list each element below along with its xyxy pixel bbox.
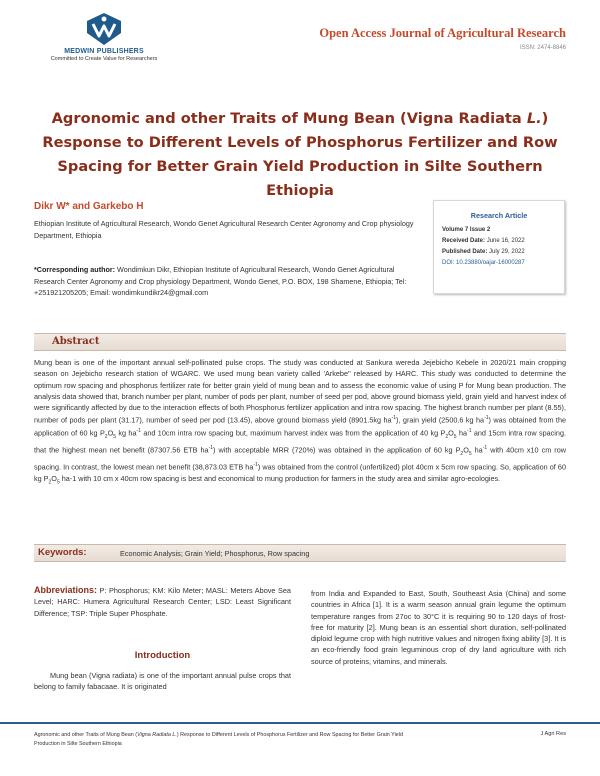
article-title (40, 107, 560, 203)
article-type: Research Article (470, 211, 528, 220)
publisher-name: MEDWIN PUBLISHERS (64, 48, 144, 55)
footer-cite-a: Agronomic and other Traits of Mung Bean ( (34, 732, 138, 738)
abstract-sup: -1 (482, 445, 488, 452)
abstract-part: O (463, 445, 469, 455)
published-value: July 29, 2022 (487, 249, 525, 255)
abstract-part: and 15cm intra row spacing. that the highest mean net benefit (87307.56 ETB ha (34, 428, 567, 455)
abstract-part: O (107, 428, 114, 438)
introduction-left-text: Mung bean (Vigna radiata) is one of the important annual pulse crops that belong to family fabacaae. It is originated (34, 671, 291, 692)
abstract-sub: 2 (104, 434, 108, 441)
introduction-right-text: from India and Expanded to East, South, Southeast Asia (China) and some countries in Africa [1]. It is a warm season annual grain legume the optimum temperature ranges from 27oc to 30°C it is requiring 90 to 120 days of frost-free for maturity [2]. Mung bean is an essential short duration, self-pollinated diploid legume crop with high nutritive values and nitrogen fixing ability [3]. It is an eco-friendly food grain leguminous crop of dry land agriculture with rich source of proteins, vitamins, and minerals. (311, 589, 566, 666)
volume-issue (442, 227, 556, 233)
received-value: June 16, 2022 (485, 238, 525, 244)
abstract-part: O (51, 474, 57, 484)
abbreviations (34, 585, 291, 619)
abstract-sub: 2 (445, 434, 449, 441)
footer-divider (0, 722, 600, 724)
footer-cite-b: ) Response to Different Levels of Phosphorus Fertilizer and Row Spacing for Better Grain Yield Production in Silte Southern Ethiopia (34, 732, 403, 747)
abstract-sub: 5 (468, 451, 472, 458)
volume-text: Volume 7 Issue 2 (442, 227, 491, 233)
received-label: Received Date: (442, 238, 486, 244)
footer-journal: J Agri Res (540, 731, 566, 737)
medwin-logo-icon (84, 12, 124, 46)
keywords-label: Keywords: (38, 547, 87, 558)
abstract-sub: 5 (56, 479, 60, 486)
published-label: Published Date: (442, 249, 488, 255)
publisher-logo (34, 12, 174, 72)
journal-block (319, 26, 566, 51)
affiliation: Ethiopian Institute of Agricultural Research, Wondo Genet Agricultural Research Center Agronomy and Crop physiology Department, Ethiopia (34, 219, 414, 240)
abbreviations-label: Abbreviations: (34, 585, 98, 595)
abstract-part: ) with acceptable MRR (720%) was obtained in the application of 60 kg P (213, 445, 461, 455)
abstract-part: and 10cm intra row spacing but, maximum harvest index was from the application of 40 kg P (140, 428, 446, 438)
title-line1-italic: L. (526, 110, 542, 127)
abstract-sub: 2 (460, 451, 464, 458)
title-line3: Spacing for Better Grain Yield Production in Silte Southern Ethiopia (57, 158, 543, 199)
keywords-value: Economic Analysis; Grain Yield; Phosphorus, Row spacing (120, 549, 310, 558)
keywords-bar (34, 544, 566, 562)
abstract-part: ha (456, 428, 468, 438)
introduction-heading: Introduction (134, 650, 191, 661)
abstract-sup: -1 (391, 415, 397, 422)
abstract-sup: -1 (467, 428, 472, 435)
publisher-tagline: Committed to Create Value for Researchers (50, 56, 158, 62)
abstract-part: ), grain yield (2500.6 kg ha (396, 415, 485, 425)
abstract-part: Mung bean is one of the important annual self-pollinated pulse crops. The study was conducted at Sankura wereda Jejebicho Kebele in 2020/21 main cropping season on Jejebicho research station of WGARC. We used mung bean variety called 'Arkebe'' released by HARC. This study was conducted to determine the optimum row spacing and phosphorus fertilizer rate for better grain yield of mung bean and to assess the economic value of using P for Mung bean production. The analysis data showed that, branch number per plant, number of pods per plant, number of seed per pod, above ground biomass yield, grain yield and harvest index of were significantly affected by due to the interaction effects of both Phosphorus fertilizer application and intra row spacing. The highest branch number per plant (8.55), number of pods per plant (31.17), number of seed per pod (13.45), above ground biomass yield (8901.5kg ha (34, 358, 566, 425)
published-date (442, 249, 556, 255)
abstract-part: ha-1 with 10 cm x 40cm row spacing is best and economical to mung production for farmers in the study area and similar agro-ecologies. (59, 474, 501, 484)
abstract-sub: 2 (48, 479, 52, 486)
abstract-sub: 5 (113, 434, 116, 441)
journal-name[interactable]: Open Access Journal of Agricultural Research (319, 26, 566, 40)
title-line1-a: Agronomic and other Traits of Mung Bean (Vigna Radiata (51, 110, 527, 127)
page-header (0, 0, 600, 80)
abstract-part: ) was obtained from the control (unfertilized) plot 40cm x 5cm row spacing. So, application of 60 kg P (34, 462, 566, 484)
abstract-part: O (448, 428, 454, 438)
title-line1-b: ) (541, 110, 549, 127)
abstract-part: with 40cm x10 cm row spacing. In contrast, the lowest mean net benefit (38,873.03 ETB ha (34, 445, 566, 472)
abstract-heading-bar (34, 333, 566, 351)
abstract-sup: -1 (208, 445, 214, 452)
footer-citation (34, 731, 414, 749)
corresponding-author-label: *Corresponding author: (34, 265, 116, 274)
abstract-heading: Abstract (52, 336, 100, 347)
journal-issn: ISSN: 2474-8846 (519, 45, 566, 51)
received-date (442, 238, 556, 244)
doi-link[interactable]: DOI: 10.23880/oajar-16000287 (442, 260, 525, 266)
abstract-sub: 5 (453, 434, 457, 441)
article-info-box (433, 200, 565, 294)
abstract-sup: -1 (253, 462, 258, 469)
abstract-part: ) was obtained from the application of 60 kg P (34, 415, 567, 438)
corresponding-author-text: Wondimkun Dikr, Ethiopian Institute of Agricultural Research, Wondo Genet Agricultural Research Center Agronomy and Crop physiology Department, Wondo Genet, P.O. BOX, 198 Shamene, Ethiopia; Tel: +251921205205; Email: wondimkundikr24@gmail.com (34, 265, 407, 297)
author-list: Dikr W* and Garkebo H (34, 201, 144, 212)
abstract-part: kg ha (116, 428, 137, 438)
title-line2: Response to Different Levels of Phosphorus Fertilizer and Row (42, 134, 558, 151)
abbreviations-text: P: Phosphorus; KM: Kilo Meter; MASL: Meters Above Sea Level; HARC: Humera Agricultural Research Center; LSD: Least Significant Difference; TSP: Triple Super Phosphate. (34, 586, 291, 618)
abstract-sup: -1 (136, 428, 141, 435)
abstract-part: ha (471, 445, 483, 455)
footer-cite-italic: Vigna Radiata L. (137, 732, 177, 738)
abstract-body (34, 357, 566, 489)
corresponding-author (34, 264, 426, 299)
abstract-sup: -1 (484, 415, 489, 422)
